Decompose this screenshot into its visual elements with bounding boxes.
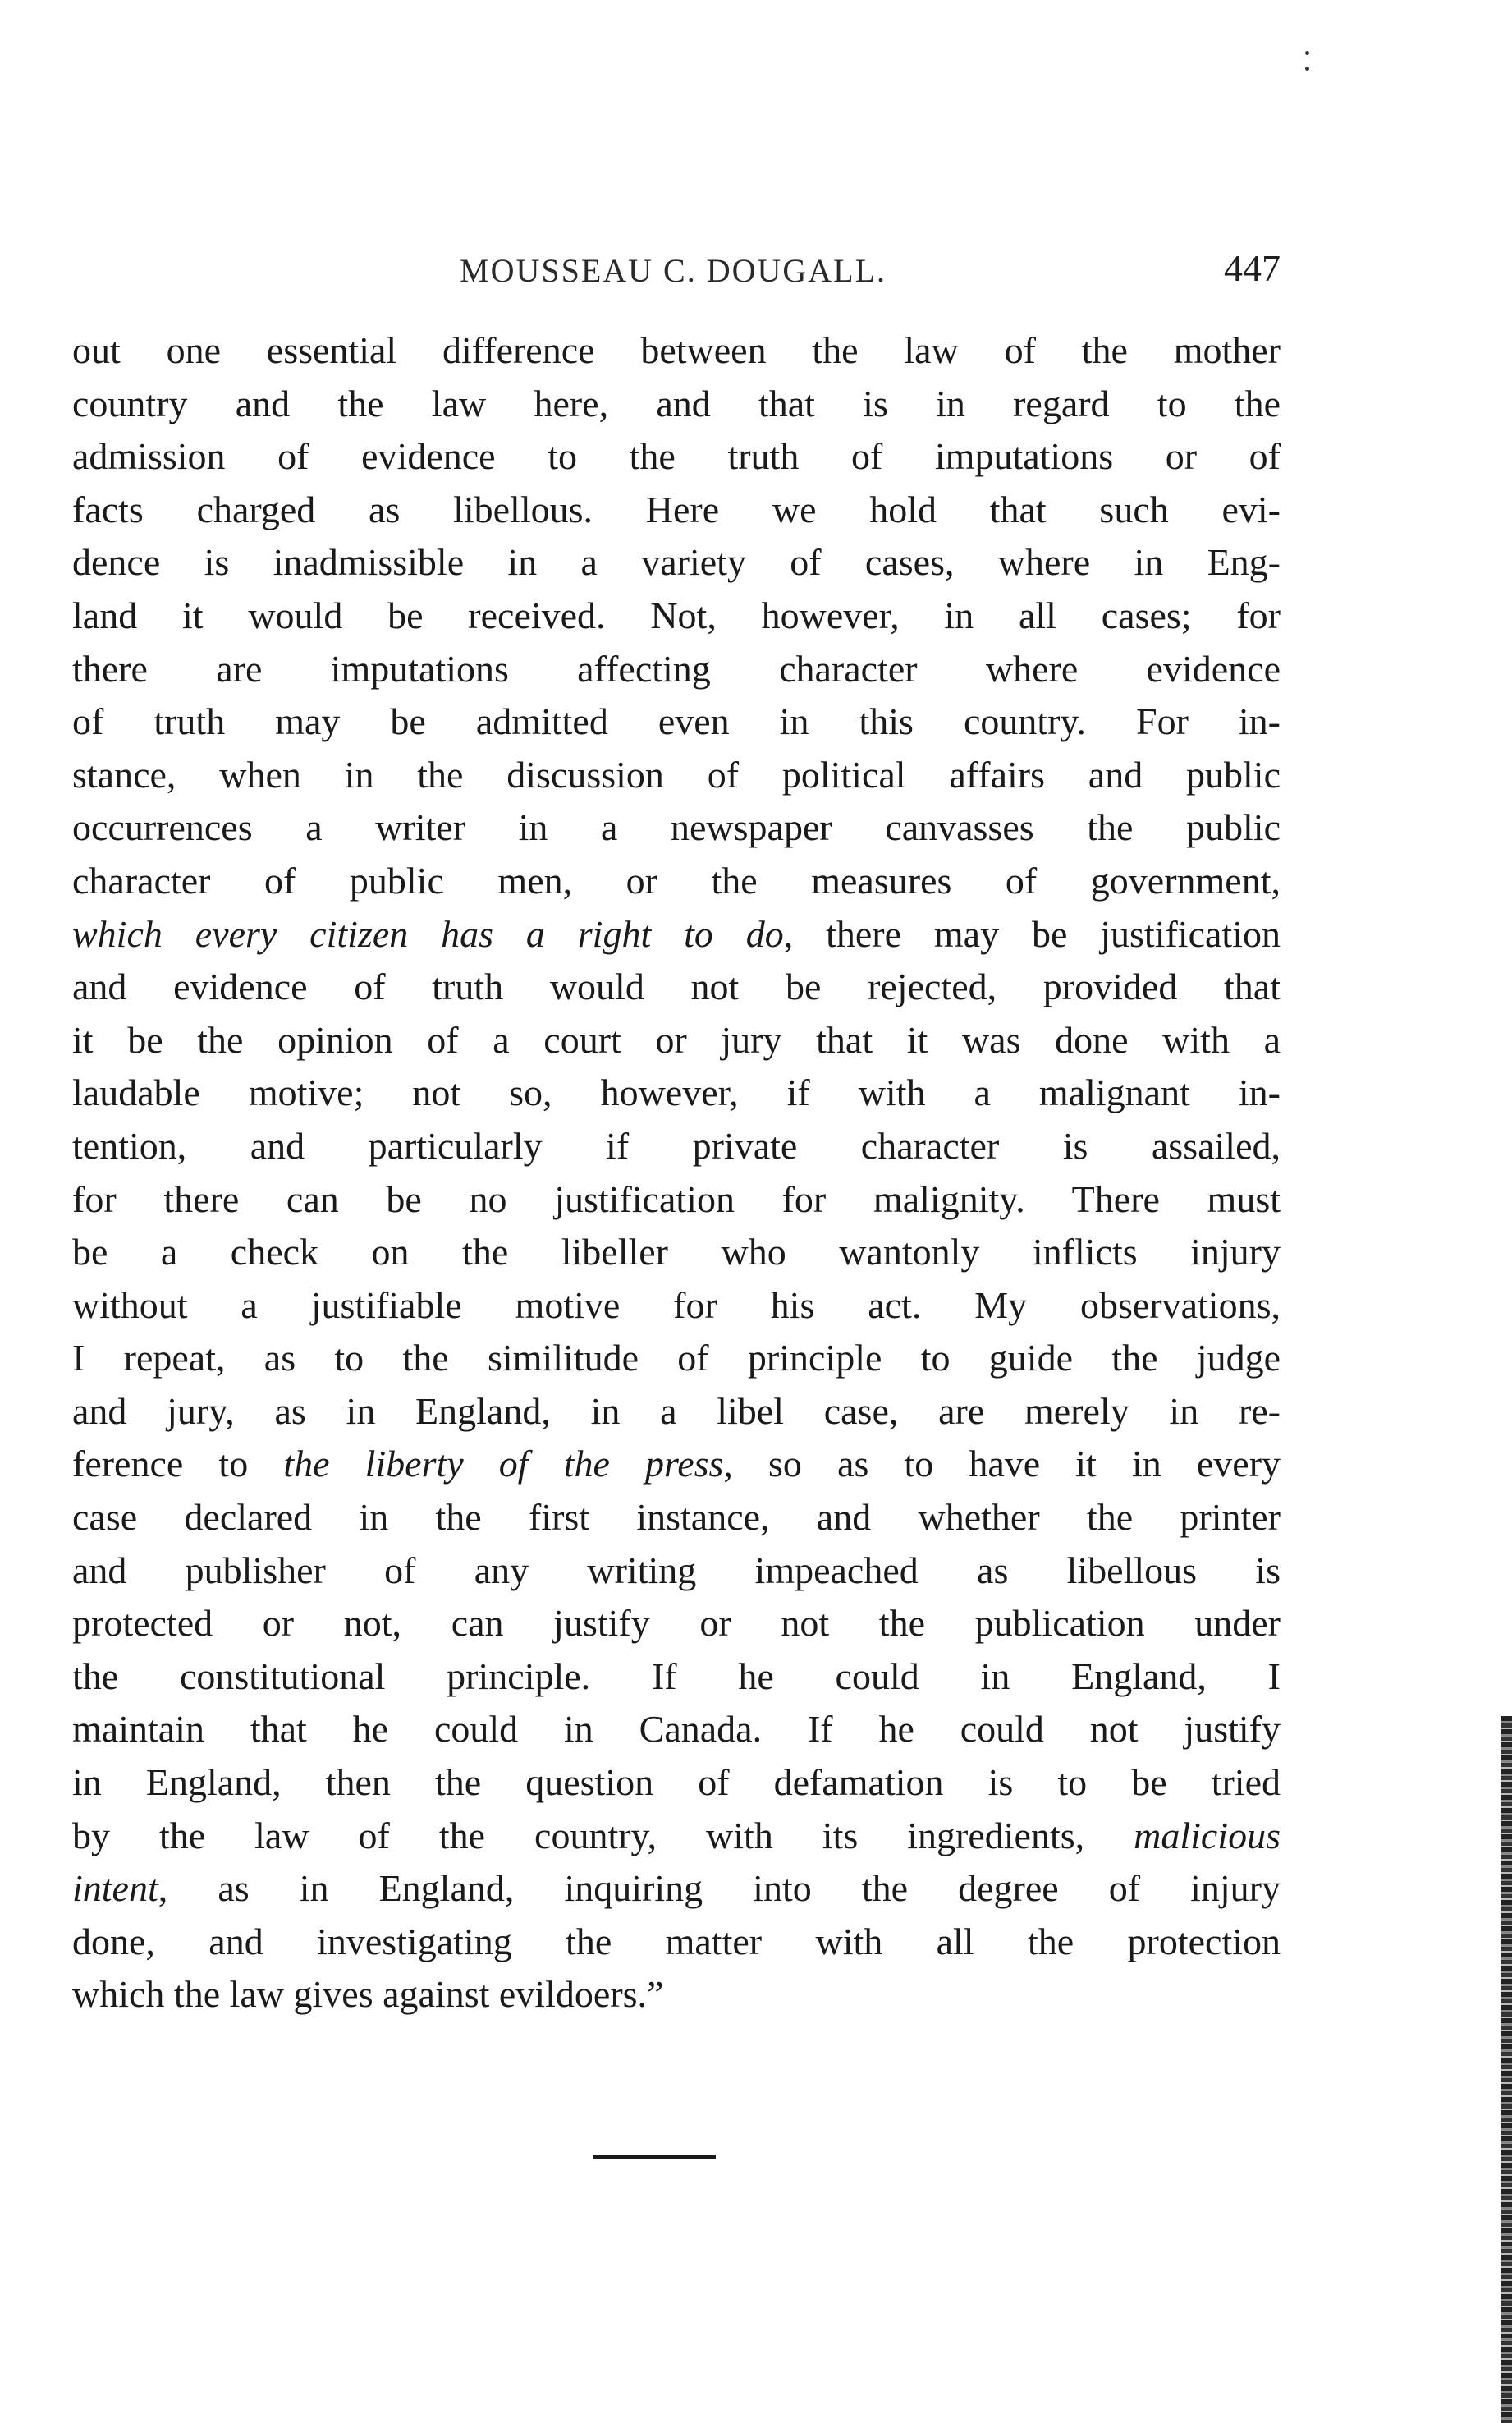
text-line (72, 1438, 1281, 1491)
margin-specks (1305, 51, 1310, 79)
text-line: done, and investigating the matter with all the protection (72, 1920, 1281, 1962)
text-line (72, 1862, 1281, 1916)
text-line: the constitutional principle. If he could in England, I (72, 1654, 1281, 1697)
text-line: tention, and particularly if private character is assailed, (72, 1124, 1281, 1167)
text-line: admission of evidence to the truth of imputations or of (72, 435, 1281, 478)
text-line: there are imputations affecting character where evidence (72, 647, 1281, 690)
italic-phrase: intent (72, 1867, 158, 1910)
page-number: 447 (1224, 247, 1281, 289)
italic-phrase: malicious (1134, 1814, 1281, 1856)
text-line: protected or not, can justify or not the publication under (72, 1602, 1281, 1645)
text-segment: , as in England, inquiring into the degree of injury (158, 1867, 1281, 1910)
speck-mark (1305, 67, 1309, 71)
text-line: dence is inadmissible in a variety of cases, where in Eng- (72, 541, 1281, 584)
text-line: character of public men, or the measures of government, (72, 859, 1281, 902)
text-line: and publisher of any writing impeached as libellous is (72, 1549, 1281, 1591)
body-text (72, 324, 1281, 2021)
text-line: it be the opinion of a court or jury that it was done with a (72, 1018, 1281, 1061)
running-title: MOUSSEAU C. DOUGALL. (460, 252, 887, 289)
text-line: maintain that he could in Canada. If he could not justify (72, 1708, 1281, 1751)
text-line: case declared in the first instance, and whether the printer (72, 1496, 1281, 1539)
text-segment: by the law of the country, with its ingredients, (72, 1814, 1134, 1856)
running-head (90, 246, 1281, 296)
page-edge-strip (1501, 1716, 1512, 2423)
text-line: be a check on the libeller who wantonly inflicts injury (72, 1231, 1281, 1273)
text-line: for there can be no justification for malignity. There must (72, 1177, 1281, 1220)
text-line: without a justifiable motive for his act. My observations, (72, 1283, 1281, 1326)
speck-mark (1305, 51, 1309, 55)
text-line (72, 908, 1281, 961)
text-line: stance, when in the discussion of political affairs and public (72, 753, 1281, 796)
text-line: I repeat, as to the similitude of principle to guide the judge (72, 1337, 1281, 1379)
text-line: country and the law here, and that is in regard to the (72, 382, 1281, 424)
text-line: laudable motive; not so, however, if with a malignant in- (72, 1072, 1281, 1114)
text-line: and evidence of truth would not be rejected, provided that (72, 966, 1281, 1008)
text-line: land it would be received. Not, however, in all cases; for (72, 594, 1281, 636)
text-segment: , there may be justification (783, 912, 1281, 955)
text-segment: , so as to have it in every (723, 1443, 1281, 1485)
text-line: which the law gives against evildoers.” (72, 1973, 664, 2016)
text-segment: ference to (72, 1443, 284, 1485)
text-line: facts charged as libellous. Here we hold that such evi- (72, 488, 1281, 530)
italic-phrase: the liberty of the press (283, 1443, 724, 1485)
text-line: and jury, as in England, in a libel case, are merely in re- (72, 1389, 1281, 1432)
text-line: of truth may be admitted even in this country. For in- (72, 700, 1281, 743)
text-line: in England, then the question of defamation is to be tried (72, 1761, 1281, 1804)
italic-phrase: which every citizen has a right to do (72, 912, 784, 955)
text-line: out one essential difference between the law of the mother (72, 329, 1281, 371)
text-line: occurrences a writer in a newspaper canvasses the public (72, 806, 1281, 849)
end-rule (593, 2155, 716, 2159)
text-line (72, 1810, 1281, 1863)
